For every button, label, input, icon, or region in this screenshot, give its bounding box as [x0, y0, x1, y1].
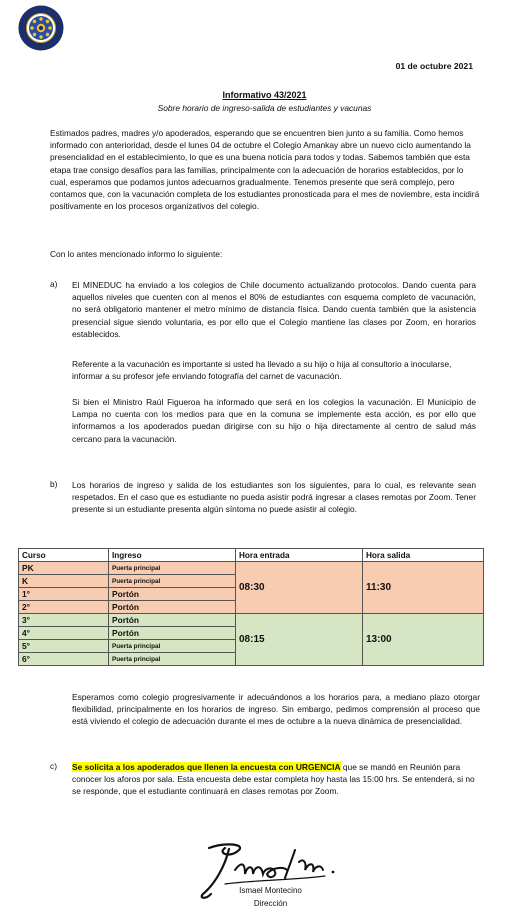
header-hora-salida: Hora salida: [363, 549, 484, 562]
header-curso: Curso: [19, 549, 109, 562]
hora-salida-group1: 11:30: [363, 562, 484, 614]
signature-role: Dirección: [253, 899, 288, 908]
ingreso-cell: Puerta principal: [109, 562, 236, 575]
ingreso-cell: Portón: [109, 614, 236, 627]
header-ingreso: Ingreso: [109, 549, 236, 562]
school-logo: [18, 5, 64, 51]
closing-paragraph: Esperamos como colegio progresivamente ir adecuándonos a los horarios para, a mediano plazo otorgar flexibilidad, principalmente en los horarios de ingreso. Sin embargo, pedimos comprensión al proceso que está viviendo el colegio de adecuación durante el mes de octubre a la nueva dinámica de presencialidad.: [72, 692, 480, 727]
item-a-paragraph-2: Referente a la vacunación es importante si usted ha llevado a su hijo o hija al consultorio a inocularse, informar a su profesor jefe enviando fotografía del carnet de vacunación.: [72, 359, 452, 382]
item-c-marker: c): [50, 761, 57, 771]
hora-entrada-group2: 08:15: [236, 614, 363, 666]
signature-name: Ismael Montecino: [239, 886, 302, 895]
curso-cell: 6°: [19, 653, 109, 666]
header-hora-entrada: Hora entrada: [236, 549, 363, 562]
hora-entrada-group1: 08:30: [236, 562, 363, 614]
curso-cell: PK: [19, 562, 109, 575]
curso-cell: 5°: [19, 640, 109, 653]
ingreso-cell: Portón: [109, 601, 236, 614]
item-b-marker: b): [50, 479, 58, 489]
table-header-row: [19, 549, 484, 562]
table-row: [19, 562, 484, 575]
document-date: 01 de octubre 2021: [395, 61, 473, 71]
ingreso-cell: Portón: [109, 627, 236, 640]
item-c-rest: que se mandó en Reunión para conocer los aforos por sala. Esta encuesta debe estar completa hoy hasta las 15:00 hrs. Se entenderá, si no se responde, que el estudiante continuará en clases remotas por Zoom.: [72, 762, 475, 797]
curso-cell: 1°: [19, 588, 109, 601]
ingreso-cell: Puerta principal: [109, 653, 236, 666]
curso-cell: 2°: [19, 601, 109, 614]
schedule-table: [18, 548, 484, 666]
ingreso-cell: Portón: [109, 588, 236, 601]
document-title: Informativo 43/2021: [222, 90, 307, 100]
urgent-highlight: Se solicita a los apoderados que llenen la encuesta con URGENCIA: [72, 762, 341, 772]
curso-cell: K: [19, 575, 109, 588]
table-row: [19, 614, 484, 627]
curso-cell: 3°: [19, 614, 109, 627]
ingreso-cell: Puerta principal: [109, 640, 236, 653]
hora-salida-group2: 13:00: [363, 614, 484, 666]
intro-paragraph: Estimados padres, madres y/o apoderados, esperando que se encuentren bien junto a su familia. Como hemos informado con anterioridad, desde el lunes 04 de octubre el Colegio Amankay abre un nuevo ciclo aumentando la presencialidad en el establecimiento, lo que es una buena noticia para todos y todas. Sabemos también que esta etapa trae consigo desafíos para las familias, principalmente con la adecuación de horarios establecidos, por lo cual, esperamos que podamos juntos adecuarnos gradualmente. Tenemos presente que será complejo, pero contamos que, con la vacunación completa de los estudiantes pronosticada para el mes de noviembre, esta incidirá positivamente en los procesos organizativos del colegio.: [50, 128, 480, 212]
item-a-paragraph-3: Si bien el Ministro Raúl Figueroa ha informado que será en los colegios la vacunación. El Municipio de Lampa no cuenta con los medios para que en la comuna se implemente esta acción, es por ello que informamos a los apoderados puedan dirigirse con su hijo o hija directamente al centro de salud más cercano para la vacunación.: [72, 397, 476, 444]
curso-cell: 4°: [19, 627, 109, 640]
item-a-marker: a): [50, 279, 58, 289]
document-subtitle: Sobre horario de ingreso-salida de estudiantes y vacunas: [157, 103, 372, 113]
item-c-paragraph: [72, 761, 476, 798]
lead-paragraph: Con lo antes mencionado informo lo siguiente:: [50, 249, 223, 259]
ingreso-cell: Puerta principal: [109, 575, 236, 588]
item-b-paragraph: Los horarios de ingreso y salida de los estudiantes son los siguientes, para lo cual, es relevante sean respetados. En el caso que es estudiante no pueda asistir podrá ingresar a clases remotas por Zoom. Tener presente si un estudiante presenta algún síntoma no puede asistir al colegio.: [72, 480, 476, 515]
item-a-paragraph-1: El MINEDUC ha enviado a los colegios de Chile documento actualizando protocolos. Dando cuenta para aquellos niveles que cuenten con al menos el 80% de estudiantes con esquema completo de vacunación, no será obligatorio mantener el metro mínimo de distancia física. Dando cuenta también que la asistencia presencial sigue siendo voluntaria, es por ello que el Colegio mantiene las clases por Zoom, en horarios establecidos.: [72, 280, 476, 339]
